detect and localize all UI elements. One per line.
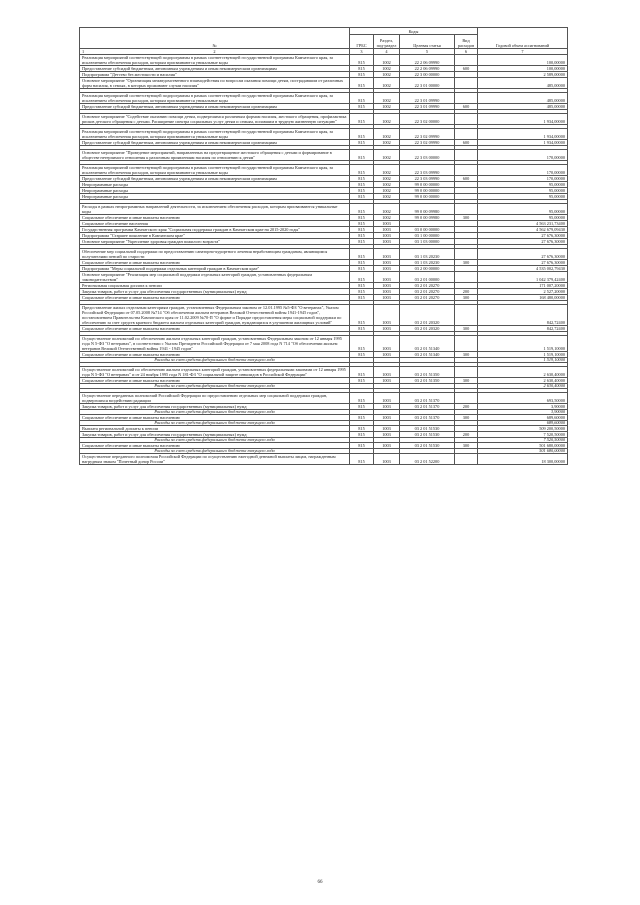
row-name: Подпрограмма "Меры социальной поддержки отдельных категорий граждан в Камчатском крае" xyxy=(80,266,350,272)
expense-type-code xyxy=(455,393,478,404)
grbs-code: 815 xyxy=(350,378,374,384)
target-item-code: 22 3 00 00000 xyxy=(400,72,455,78)
table-header xyxy=(80,28,568,49)
table-row xyxy=(80,305,568,326)
expense-type-code xyxy=(455,150,478,161)
row-name: Подпрограмма "Детство без жестокости и насилия" xyxy=(80,72,350,78)
target-item-code: 22 2 06 09990 xyxy=(400,55,455,66)
expense-type-code xyxy=(455,367,478,378)
section-code: 1003 xyxy=(374,239,400,245)
section-code: 1003 xyxy=(374,305,400,326)
expense-type-code: 200 xyxy=(455,289,478,295)
row-amount: 1 934,00000 xyxy=(478,129,568,140)
expense-type-code xyxy=(455,55,478,66)
section-code: 1003 xyxy=(374,289,400,295)
row-amount: 95,00000 xyxy=(478,194,568,200)
grbs-code: 815 xyxy=(350,326,374,332)
row-amount: 4 562 679,09430 xyxy=(478,227,568,233)
expense-type-code xyxy=(455,305,478,326)
column-number-cell: 7 xyxy=(478,49,568,55)
row-name: Основное мероприятие "Проведение мероприятий, направленных на предотвращение жестокого обращения с детьми и формирование в обществе нетерпимого отношения к различным проявлениям насилия по отношению к детям" xyxy=(80,150,350,161)
target-item-code: 03 2 01 51370 xyxy=(400,415,455,421)
row-name: Основное мероприятие "Организация межведомственного взаимодействия по вопросам оказания помощи детям, пострадавшим от различных форм насилия, в семьях, в которых проживают случаи насилия" xyxy=(80,78,350,89)
grbs-code: 815 xyxy=(350,336,374,352)
column-header-section: Раздел, под-раздел xyxy=(374,35,400,49)
row-amount: 7 520,50000 xyxy=(478,432,568,438)
target-item-code: 03 2 01 20320 xyxy=(400,326,455,332)
row-name: Основное мероприятие "Укрепление здоровья граждан пожилого возраста" xyxy=(80,239,350,245)
expense-type-code: 600 xyxy=(455,176,478,182)
row-amount: 4 535 002,79430 xyxy=(478,266,568,272)
grbs-code: 815 xyxy=(350,129,374,140)
row-name: Основное мероприятие "Содействие оказанию помощи детям, подвергшимся различным формам насилия, жестокого обращения, профилактика рисков детского обращения с детьми. Расширение спектра социальных услуг детям и семьям, попавшим в трудную жизненную ситуацию" xyxy=(80,114,350,125)
expense-type-code: 300 xyxy=(455,378,478,384)
grbs-code: 815 xyxy=(350,454,374,465)
expense-type-code: 300 xyxy=(455,326,478,332)
row-amount: 171 007,20000 xyxy=(478,283,568,289)
grbs-code: 815 xyxy=(350,289,374,295)
section-code: 1002 xyxy=(374,114,400,125)
target-item-code: 22 3 02 00000 xyxy=(400,114,455,125)
row-amount: 1 519,10000 xyxy=(478,352,568,358)
row-name: Реализация мероприятий соответствующей подпрограммы в рамках соответствующей государственной программы Камчатского края, за исключением обеспечения расходов, которым присваиваются уникальные коды xyxy=(80,129,350,140)
grbs-code: 815 xyxy=(350,78,374,89)
section-code: 1003 xyxy=(374,454,400,465)
row-name: Обеспечение мер социальной поддержки по предоставлению санаторно-курортного лечения неработающим гражданам, являющимся получателями пенсий по старости xyxy=(80,249,350,260)
row-amount: 693,50000 xyxy=(478,393,568,404)
row-name: Подпрограмма "Старшее поколение в Камчатском крае" xyxy=(80,233,350,239)
section-code: 1003 xyxy=(374,367,400,378)
section-code: 1003 xyxy=(374,415,400,421)
note-amount: 7 520,50000 xyxy=(478,438,568,443)
section-code: 1003 xyxy=(374,260,400,266)
row-amount: 842,72400 xyxy=(478,305,568,326)
row-name: Предоставление субсидий бюджетным, автономным учреждениям и иным некоммерческим организациям xyxy=(80,66,350,72)
grbs-code: 815 xyxy=(350,114,374,125)
row-name: Социальное обеспечение и иные выплаты населению xyxy=(80,326,350,332)
target-item-code: 99 0 00 00000 xyxy=(400,182,455,188)
row-name: Предоставление субсидий бюджетным, автономным учреждениям и иным некоммерческим организациям xyxy=(80,140,350,146)
grbs-code: 815 xyxy=(350,182,374,188)
grbs-code: 815 xyxy=(350,215,374,221)
section-code: 1003 xyxy=(374,443,400,449)
row-amount: 842,72400 xyxy=(478,326,568,332)
column-number-cell: 4 xyxy=(374,49,400,55)
row-amount: 170,00000 xyxy=(478,165,568,176)
target-item-code: 99 0 00 00000 xyxy=(400,194,455,200)
target-item-code: 03 2 01 51370 xyxy=(400,393,455,404)
row-amount: 1 042 379,42400 xyxy=(478,272,568,283)
section-code: 1003 xyxy=(374,378,400,384)
grbs-code: 815 xyxy=(350,227,374,233)
grbs-code: 815 xyxy=(350,55,374,66)
expense-type-code xyxy=(455,129,478,140)
section-code: 1002 xyxy=(374,182,400,188)
section-code: 1002 xyxy=(374,93,400,104)
grbs-code: 815 xyxy=(350,443,374,449)
row-amount: 27 676,30000 xyxy=(478,260,568,266)
row-amount: 170,00000 xyxy=(478,150,568,161)
expense-type-code: 300 xyxy=(455,352,478,358)
row-name: Реализация мероприятий соответствующей подпрограммы в рамках соответствующей государственной программы Камчатского края, за исключением обеспечения расходов, которым присваиваются уникальные коды xyxy=(80,55,350,66)
row-amount: 1 934,00000 xyxy=(478,114,568,125)
row-amount: 485,00000 xyxy=(478,93,568,104)
expense-type-code: 200 xyxy=(455,404,478,410)
budget-allocation-table xyxy=(79,27,568,465)
expense-type-code xyxy=(455,336,478,352)
row-name: Расходы в рамках непрограммных направлений деятельности, за исключением обеспечения расходов, которым присваиваются уникальные коды xyxy=(80,204,350,215)
note-text: Расходы за счет средств федерального бюджета текущего года xyxy=(80,449,350,454)
row-name: Социальное обеспечение и иные выплаты населению xyxy=(80,215,350,221)
table-row xyxy=(80,129,568,140)
target-item-code: 03 2 01 51530 xyxy=(400,432,455,438)
row-name: Выплата региональной доплаты к пенсии xyxy=(80,426,350,432)
row-name: Социальное обеспечение и иные выплаты населению xyxy=(80,260,350,266)
note-text: Расходы за счет средств федерального бюджета текущего года xyxy=(80,358,350,363)
row-name: Осуществление переданного полномочия Российской Федерации по осуществлению ежегодной денежной выплаты лицам, награжденным нагрудным знаком "Почетный донор России" xyxy=(80,454,350,465)
row-amount: 2 630,40000 xyxy=(478,378,568,384)
section-code: 1002 xyxy=(374,129,400,140)
column-header-target-item: Целевая статья xyxy=(400,35,455,49)
grbs-code: 815 xyxy=(350,249,374,260)
row-name: Непрограммные расходы xyxy=(80,188,350,194)
section-code: 1003 xyxy=(374,283,400,289)
row-amount: 18 300,00000 xyxy=(478,454,568,465)
target-item-code: 22 3 01 00000 xyxy=(400,78,455,89)
section-code: 1003 xyxy=(374,249,400,260)
row-name: Социальное обеспечение населения xyxy=(80,221,350,227)
section-code: 1003 xyxy=(374,272,400,283)
section-code: 1002 xyxy=(374,66,400,72)
grbs-code: 815 xyxy=(350,93,374,104)
section-code: 1003 xyxy=(374,336,400,352)
row-name: Закупка товаров, работ и услуг для обеспечения государственных (муниципальных) нужд xyxy=(80,432,350,438)
expense-type-code xyxy=(455,454,478,465)
expense-type-code xyxy=(455,204,478,215)
target-item-code: 03 2 01 20270 xyxy=(400,295,455,301)
target-item-code: 03 2 01 51340 xyxy=(400,352,455,358)
section-code: 1002 xyxy=(374,165,400,176)
target-item-code: 03 1 00 00000 xyxy=(400,233,455,239)
target-item-code: 03 2 01 51350 xyxy=(400,378,455,384)
row-name: Региональная социальная доплата к пенсии xyxy=(80,283,350,289)
expense-type-code: 600 xyxy=(455,66,478,72)
target-item-code: 03 2 01 00000 xyxy=(400,272,455,283)
row-amount: 1 934,00000 xyxy=(478,140,568,146)
target-item-code: 03 2 01 52200 xyxy=(400,454,455,465)
row-amount: 2 589,00000 xyxy=(478,72,568,78)
note-amount: 501 680,00000 xyxy=(478,449,568,454)
section-code: 1002 xyxy=(374,188,400,194)
page-number: 66 xyxy=(317,880,323,885)
table-row xyxy=(80,249,568,260)
section-code: 1003 xyxy=(374,393,400,404)
grbs-code: 815 xyxy=(350,194,374,200)
row-amount: 27 676,30000 xyxy=(478,239,568,245)
row-amount: 4 563 231,73400 xyxy=(478,221,568,227)
table-row xyxy=(80,367,568,378)
grbs-code: 815 xyxy=(350,72,374,78)
target-item-code: 03 2 01 51370 xyxy=(400,404,455,410)
row-name: Основное мероприятие "Реализация мер социальной поддержки отдельных категорий граждан, установленных федеральным законодательством" xyxy=(80,272,350,283)
grbs-code: 815 xyxy=(350,266,374,272)
target-item-code: 03 2 01 51530 xyxy=(400,443,455,449)
section-code: 1003 xyxy=(374,432,400,438)
target-item-code: 22 3 01 09990 xyxy=(400,104,455,110)
section-code: 1002 xyxy=(374,150,400,161)
row-amount: 2 630,40000 xyxy=(478,367,568,378)
grbs-code: 815 xyxy=(350,150,374,161)
grbs-code: 815 xyxy=(350,66,374,72)
column-header-amount: Годовой объем ассигнований xyxy=(478,28,568,49)
target-item-code: 99 0 00 00000 xyxy=(400,188,455,194)
section-code: 1003 xyxy=(374,404,400,410)
row-amount: 1 519,10000 xyxy=(478,336,568,352)
section-code: 1002 xyxy=(374,176,400,182)
column-header-codes: Коды xyxy=(350,28,478,35)
column-number: 2 xyxy=(213,49,216,54)
section-code: 1003 xyxy=(374,221,400,227)
row-name: Государственная программа Камчатского края "Социальная поддержка граждан в Камчатском крае на 2015-2020 годы" xyxy=(80,227,350,233)
column-header-grbs: ГРБС xyxy=(350,35,374,49)
table-row xyxy=(80,336,568,352)
expense-type-code: 200 xyxy=(455,432,478,438)
note-text: Расходы за счет средств федерального бюджета текущего года xyxy=(80,384,350,389)
target-item-code: 03 1 03 20230 xyxy=(400,249,455,260)
section-code: 1002 xyxy=(374,78,400,89)
grbs-code: 815 xyxy=(350,104,374,110)
expense-type-code xyxy=(455,93,478,104)
grbs-code: 815 xyxy=(350,283,374,289)
target-item-code: 03 2 00 00000 xyxy=(400,266,455,272)
table-row xyxy=(80,93,568,104)
section-code: 1003 xyxy=(374,227,400,233)
grbs-code: 815 xyxy=(350,415,374,421)
grbs-code: 815 xyxy=(350,404,374,410)
target-item-code: 03 2 01 51350 xyxy=(400,367,455,378)
grbs-code: 815 xyxy=(350,432,374,438)
row-name: Закупка товаров, работ и услуг для обеспечения государственных (муниципальных) нужд xyxy=(80,404,350,410)
section-code: 1003 xyxy=(374,426,400,432)
row-amount: 170,00000 xyxy=(478,176,568,182)
row-amount: 95,00000 xyxy=(478,182,568,188)
grbs-code: 815 xyxy=(350,260,374,266)
target-item-code: 22 3 02 09990 xyxy=(400,129,455,140)
expense-type-code: 600 xyxy=(455,104,478,110)
row-name: Реализация мероприятий соответствующей подпрограммы в рамках соответствующей государственной программы Камчатского края, за исключением обеспечения расходов, которым присваиваются уникальные коды xyxy=(80,165,350,176)
row-amount: 509 200,50000 xyxy=(478,426,568,432)
row-name: Закупка товаров, работ и услуг для обеспечения государственных (муниципальных) нужд xyxy=(80,289,350,295)
target-item-code: 99 0 00 09980 xyxy=(400,215,455,221)
grbs-code: 815 xyxy=(350,352,374,358)
row-name: Предоставление субсидий бюджетным, автономным учреждениям и иным некоммерческим организациям xyxy=(80,104,350,110)
target-item-code: 03 2 01 20270 xyxy=(400,283,455,289)
section-code: 1003 xyxy=(374,295,400,301)
row-amount: 501 680,00000 xyxy=(478,443,568,449)
grbs-code: 815 xyxy=(350,367,374,378)
row-amount: 27 676,30000 xyxy=(478,249,568,260)
table-row xyxy=(80,78,568,89)
row-name: Непрограммные расходы xyxy=(80,182,350,188)
section-code: 1003 xyxy=(374,233,400,239)
section-code: 1002 xyxy=(374,72,400,78)
column-header-expense-type: Вид расходов xyxy=(455,35,478,49)
target-item-code: 22 3 03 09990 xyxy=(400,165,455,176)
target-item-code: 03 2 01 51530 xyxy=(400,426,455,432)
note-text: Расходы за счет средств федерального бюджета текущего года xyxy=(80,421,350,426)
row-name: Социальное обеспечение и иные выплаты населению xyxy=(80,378,350,384)
grbs-code: 815 xyxy=(350,188,374,194)
target-item-code: 03 1 03 20230 xyxy=(400,260,455,266)
note-amount: 1 519,10000 xyxy=(478,358,568,363)
section-code: 1002 xyxy=(374,194,400,200)
target-item-code: 03 1 03 00000 xyxy=(400,239,455,245)
target-item-code: 03 2 01 20270 xyxy=(400,289,455,295)
target-item-code: 03 2 01 51340 xyxy=(400,336,455,352)
expense-type-code xyxy=(455,249,478,260)
target-item-code: 22 2 06 09990 xyxy=(400,66,455,72)
row-amount: 100,00000 xyxy=(478,66,568,72)
table-row xyxy=(80,165,568,176)
note-text: Расходы за счет средств федерального бюджета текущего года xyxy=(80,410,350,415)
target-item-code: 03 0 00 00000 xyxy=(400,227,455,233)
column-header-number: № xyxy=(80,28,350,49)
expense-type-code xyxy=(455,114,478,125)
row-name: Реализация мероприятий соответствующей подпрограммы в рамках соответствующей государственной программы Камчатского края, за исключением обеспечения расходов, которым присваиваются уникальные коды xyxy=(80,93,350,104)
grbs-code: 815 xyxy=(350,305,374,326)
row-amount: 95,00000 xyxy=(478,215,568,221)
target-item-code: 03 2 01 20320 xyxy=(400,305,455,326)
section-code: 1003 xyxy=(374,326,400,332)
row-amount: 689,60000 xyxy=(478,415,568,421)
column-number: 1 xyxy=(82,49,85,54)
table-row xyxy=(80,114,568,125)
expense-type-code: 300 xyxy=(455,295,478,301)
row-name: Социальное обеспечение и иные выплаты населению xyxy=(80,443,350,449)
row-amount: 95,00000 xyxy=(478,204,568,215)
table-row xyxy=(80,454,568,465)
row-name: Предоставление субсидий бюджетным, автономным учреждениям и иным некоммерческим организациям xyxy=(80,176,350,182)
row-amount: 95,00000 xyxy=(478,188,568,194)
table-row xyxy=(80,393,568,404)
section-code: 1002 xyxy=(374,140,400,146)
expense-type-code: 300 xyxy=(455,443,478,449)
expense-type-code: 300 xyxy=(455,415,478,421)
grbs-code: 815 xyxy=(350,393,374,404)
row-name: Социальное обеспечение и иные выплаты населению xyxy=(80,352,350,358)
grbs-code: 815 xyxy=(350,140,374,146)
row-name: Социальное обеспечение и иные выплаты населению xyxy=(80,415,350,421)
target-item-code: 99 0 00 09980 xyxy=(400,204,455,215)
row-name: Непрограммные расходы xyxy=(80,194,350,200)
row-name: Осуществление полномочий по обеспечению жильем отдельных категорий граждан, установленных Федеральным законом от 12 января 1995 года N 5-ФЗ "О ветеранах", в соответствии с Указом Президента Российской Федерации от 7 мая 2008 года N 714 "Об обеспечении жильем ветеранов Великой Отечественной войны 1941 - 1945 годов" xyxy=(80,336,350,352)
section-code: 1002 xyxy=(374,215,400,221)
grbs-code: 815 xyxy=(350,426,374,432)
column-number-cell: 6 xyxy=(455,49,478,55)
grbs-code: 815 xyxy=(350,221,374,227)
section-code: 1002 xyxy=(374,55,400,66)
row-amount: 2 527,20000 xyxy=(478,289,568,295)
expense-type-code xyxy=(455,78,478,89)
table-row xyxy=(80,272,568,283)
expense-type-code xyxy=(455,272,478,283)
section-code: 1002 xyxy=(374,204,400,215)
grbs-code: 815 xyxy=(350,295,374,301)
grbs-code: 815 xyxy=(350,272,374,283)
grbs-code: 815 xyxy=(350,176,374,182)
grbs-code: 815 xyxy=(350,233,374,239)
row-amount: 3,90000 xyxy=(478,404,568,410)
expense-type-code: 300 xyxy=(455,260,478,266)
row-amount: 100,00000 xyxy=(478,55,568,66)
row-amount: 485,00000 xyxy=(478,78,568,89)
table-row xyxy=(80,150,568,161)
column-number-cell: 5 xyxy=(400,49,455,55)
section-code: 1003 xyxy=(374,352,400,358)
row-amount: 27 676,30000 xyxy=(478,233,568,239)
expense-type-code: 300 xyxy=(455,215,478,221)
table-row xyxy=(80,204,568,215)
target-item-code: 22 3 03 00000 xyxy=(400,150,455,161)
grbs-code: 815 xyxy=(350,165,374,176)
section-code: 1002 xyxy=(374,104,400,110)
target-item-code: 22 3 02 09990 xyxy=(400,140,455,146)
row-name: Осуществление переданных полномочий Российской Федерации по предоставлению отдельных мер социальной поддержки граждан, подвергшихся воздействию радиации xyxy=(80,393,350,404)
expense-type-code: 600 xyxy=(455,140,478,146)
note-amount: 2 630,40000 xyxy=(478,384,568,389)
section-code: 1003 xyxy=(374,266,400,272)
expense-type-code xyxy=(455,165,478,176)
table-body xyxy=(80,49,568,465)
grbs-code: 815 xyxy=(350,204,374,215)
row-amount: 168 480,00000 xyxy=(478,295,568,301)
target-item-code: 22 3 01 09990 xyxy=(400,93,455,104)
note-amount: 3,90000 xyxy=(478,410,568,415)
note-amount: 689,60000 xyxy=(478,421,568,426)
note-text: Расходы за счет средств федерального бюджета текущего года xyxy=(80,438,350,443)
row-name: Осуществление полномочий по обеспечению жильем отдельных категорий граждан, установленных федеральными законами от 12 января 1995 года N 5-ФЗ "О ветеранах" и от 24 ноября 1995 года N 181-ФЗ "О социальной защите инвалидов в Российской Федерации" xyxy=(80,367,350,378)
column-number-cell: 3 xyxy=(350,49,374,55)
table-row xyxy=(80,55,568,66)
target-item-code: 22 3 03 09990 xyxy=(400,176,455,182)
column-number-cell xyxy=(80,49,350,55)
grbs-code: 815 xyxy=(350,239,374,245)
row-name: Предоставление жилых отдельным категориям граждан, установленных Федеральным законом от 12.01.1995 №5-ФЗ "О ветеранах", Указом Российской Федерации от 07.05.2008 №714 "Об обеспечении жильем ветеранов Великой Отечественной войны 1941-1945 годов", постановлением Правительства Камчатского края от 11.02.2009 №70-П "О форме и Порядке предоставления меры социальной поддержки по обеспечению за счет средств краевого бюджета жильем отдельных категорий граждан, нуждающихся в улучшении жилищных условий" xyxy=(80,305,350,326)
row-amount: 485,00000 xyxy=(478,104,568,110)
row-name: Социальное обеспечение и иные выплаты населению xyxy=(80,295,350,301)
